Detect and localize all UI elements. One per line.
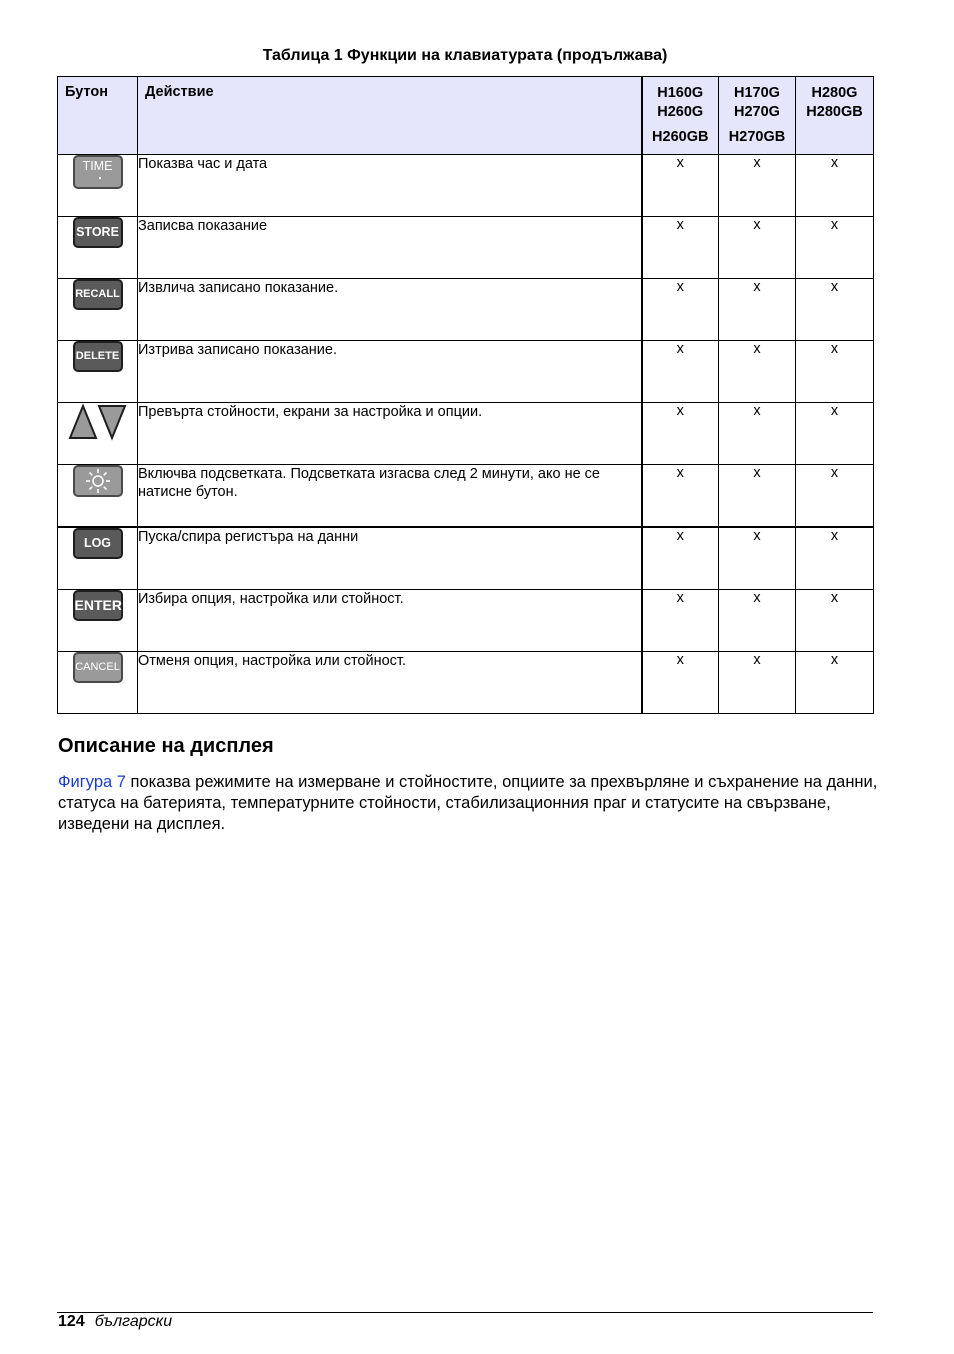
page-number: 124: [58, 1313, 85, 1330]
row-mark: x: [642, 155, 719, 217]
row-action: Включва подсветката. Подсветката изгасва след 2 минути, ако не се натисне бутон.: [138, 465, 642, 528]
table-row: [58, 155, 874, 217]
header-action: Действие: [138, 77, 642, 155]
row-mark: x: [719, 403, 796, 465]
footer-language: български: [94, 1313, 173, 1330]
row-mark: x: [796, 652, 874, 714]
row-mark: x: [796, 341, 874, 403]
table-header-row: [58, 77, 874, 155]
paragraph-text: показва режимите на измерване и стойностите, опциите за прехвърляне и съхранение на данни, статуса на батерията, температурните стойности, стабилизационния праг и статусите на свързване, изведени на дисплея.: [58, 773, 878, 833]
log-key-icon: LOG: [73, 528, 123, 559]
row-mark: x: [796, 527, 874, 590]
enter-key-icon: ENTER: [73, 590, 123, 621]
row-mark: x: [642, 279, 719, 341]
delete-key-icon: DELETE: [73, 341, 123, 372]
table-row: [58, 465, 874, 528]
figure-7-link[interactable]: Фигура 7: [58, 773, 126, 791]
keypad-functions-table: [57, 76, 874, 714]
table-row: [58, 341, 874, 403]
row-mark: x: [796, 590, 874, 652]
table-row: [58, 590, 874, 652]
row-mark: x: [719, 527, 796, 590]
row-mark: x: [642, 527, 719, 590]
row-action: Отменя опция, настройка или стойност.: [138, 652, 642, 714]
header-model-3: H280G H280GB: [796, 77, 874, 155]
row-mark: x: [719, 465, 796, 528]
table-row: [58, 527, 874, 590]
row-mark: x: [642, 217, 719, 279]
header-model-1: H160G H260G H260GB: [642, 77, 719, 155]
table-row: [58, 652, 874, 714]
section-heading: Описание на дисплея: [58, 735, 274, 757]
row-mark: x: [719, 341, 796, 403]
row-mark: x: [642, 341, 719, 403]
row-mark: x: [796, 465, 874, 528]
row-mark: x: [719, 590, 796, 652]
backlight-sun-icon: [73, 465, 123, 497]
recall-key-icon: RECALL: [73, 279, 123, 310]
row-action: Избира опция, настройка или стойност.: [138, 590, 642, 652]
row-mark: x: [719, 155, 796, 217]
row-mark: x: [642, 403, 719, 465]
row-mark: x: [796, 217, 874, 279]
row-mark: x: [642, 465, 719, 528]
row-mark: x: [796, 279, 874, 341]
row-mark: x: [796, 403, 874, 465]
cancel-key-icon: CANCEL: [73, 652, 123, 683]
page-footer: [58, 1313, 172, 1331]
row-mark: x: [642, 652, 719, 714]
store-key-icon: STORE: [73, 217, 123, 248]
header-model-2: H170G H270G H270GB: [719, 77, 796, 155]
row-action: Превърта стойности, екрани за настройка и опции.: [138, 403, 642, 465]
table-row: [58, 217, 874, 279]
row-mark: x: [796, 155, 874, 217]
footer-divider: [57, 1312, 873, 1313]
up-down-arrows-icon: [68, 403, 128, 441]
table-row: [58, 403, 874, 465]
row-action: Пуска/спира регистъра на данни: [138, 527, 642, 590]
time-key-icon: TIME: [73, 155, 123, 189]
row-mark: x: [719, 279, 796, 341]
row-mark: x: [642, 590, 719, 652]
section-paragraph: [58, 772, 878, 835]
row-mark: x: [719, 652, 796, 714]
row-action: Показва час и дата: [138, 155, 642, 217]
row-mark: x: [719, 217, 796, 279]
row-action: Изтрива записано показание.: [138, 341, 642, 403]
table-caption: Таблица 1 Функции на клавиатурата (продължава): [262, 47, 668, 64]
row-action: Записва показание: [138, 217, 642, 279]
table-row: [58, 279, 874, 341]
header-button: Бутон: [58, 77, 138, 155]
row-action: Извлича записано показание.: [138, 279, 642, 341]
